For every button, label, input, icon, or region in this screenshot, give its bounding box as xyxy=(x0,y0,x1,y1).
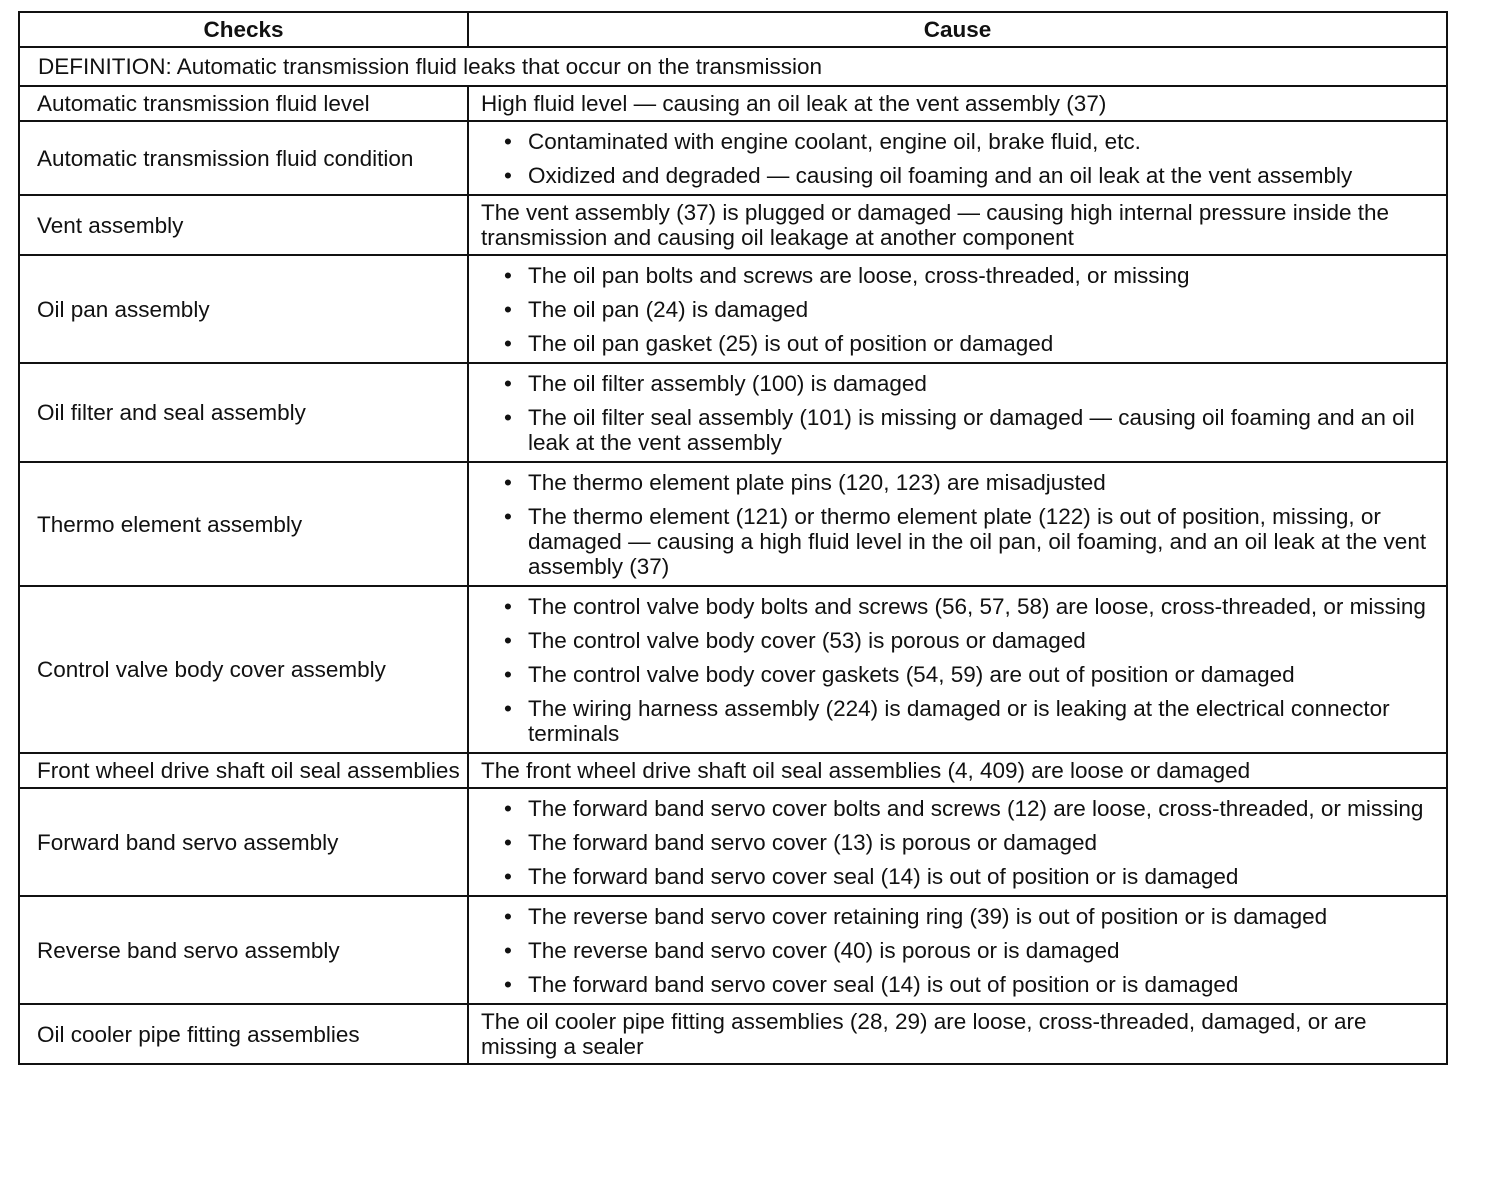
check-cell: Control valve body cover assembly xyxy=(19,586,468,753)
cause-text: The wiring harness assembly (224) is damaged or is leaking at the electrical connector terminals xyxy=(528,696,1390,746)
list-item xyxy=(481,129,1442,154)
cause-text: Oxidized and degraded — causing oil foaming and an oil leak at the vent assembly xyxy=(528,163,1353,188)
list-item xyxy=(481,297,1442,322)
table-row xyxy=(19,86,1447,121)
cause-text: The front wheel drive shaft oil seal assemblies (4, 409) are loose or damaged xyxy=(481,758,1251,783)
cause-cell xyxy=(468,788,1447,896)
check-cell: Vent assembly xyxy=(19,195,468,255)
list-item xyxy=(481,470,1442,495)
cause-text: The control valve body cover (53) is porous or damaged xyxy=(528,628,1086,653)
table-row xyxy=(19,121,1447,195)
bullet-icon: • xyxy=(504,371,512,396)
check-cell: Oil filter and seal assembly xyxy=(19,363,468,462)
bullet-icon: • xyxy=(504,263,512,288)
cause-cell xyxy=(468,753,1447,788)
check-cell: Automatic transmission fluid condition xyxy=(19,121,468,195)
header-row xyxy=(19,12,1447,47)
cause-text: The forward band servo cover bolts and screws (12) are loose, cross-threaded, or missing xyxy=(528,796,1424,821)
table-row xyxy=(19,363,1447,462)
list-item xyxy=(481,263,1442,288)
table-row xyxy=(19,1004,1447,1064)
bullet-icon: • xyxy=(504,796,512,821)
cause-cell xyxy=(468,255,1447,363)
bullet-icon: • xyxy=(504,129,512,154)
table-row xyxy=(19,788,1447,896)
cause-text: The thermo element (121) or thermo element plate (122) is out of position, missing, or damaged — causing a high fluid level in the oil pan, oil foaming, and an oil leak at the vent assembly (37) xyxy=(528,504,1427,579)
cause-list xyxy=(481,263,1442,356)
list-item xyxy=(481,594,1442,619)
definition-text: DEFINITION: Automatic transmission fluid leaks that occur on the transmission xyxy=(19,47,1447,86)
cause-text: The oil pan gasket (25) is out of position or damaged xyxy=(528,331,1054,356)
bullet-icon: • xyxy=(504,163,512,188)
cause-cell xyxy=(468,363,1447,462)
cause-list xyxy=(481,796,1442,889)
check-cell: Automatic transmission fluid level xyxy=(19,86,468,121)
cause-list xyxy=(481,129,1442,188)
table-row xyxy=(19,586,1447,753)
list-item xyxy=(481,972,1442,997)
cause-text: The forward band servo cover seal (14) is out of position or is damaged xyxy=(528,972,1239,997)
cause-text: The reverse band servo cover retaining ring (39) is out of position or is damaged xyxy=(528,904,1328,929)
cause-list xyxy=(481,594,1442,746)
check-cell: Forward band servo assembly xyxy=(19,788,468,896)
bullet-icon: • xyxy=(504,470,512,495)
cause-text: The control valve body bolts and screws (56, 57, 58) are loose, cross-threaded, or missing xyxy=(528,594,1426,619)
cause-cell xyxy=(468,896,1447,1004)
list-item xyxy=(481,938,1442,963)
bullet-icon: • xyxy=(504,830,512,855)
check-cell: Reverse band servo assembly xyxy=(19,896,468,1004)
bullet-icon: • xyxy=(504,696,512,721)
definition-row xyxy=(19,47,1447,86)
list-item xyxy=(481,696,1442,746)
cause-text: The thermo element plate pins (120, 123) are misadjusted xyxy=(528,470,1106,495)
cause-cell xyxy=(468,86,1447,121)
cause-list xyxy=(481,371,1442,455)
cause-list xyxy=(481,904,1442,997)
cause-list xyxy=(481,470,1442,579)
cause-text: The oil pan (24) is damaged xyxy=(528,297,809,322)
table-row xyxy=(19,896,1447,1004)
bullet-icon: • xyxy=(504,594,512,619)
cause-text: The reverse band servo cover (40) is porous or is damaged xyxy=(528,938,1120,963)
bullet-icon: • xyxy=(504,331,512,356)
table-row xyxy=(19,195,1447,255)
cause-text: High fluid level — causing an oil leak at the vent assembly (37) xyxy=(481,91,1107,116)
list-item xyxy=(481,796,1442,821)
table-row xyxy=(19,753,1447,788)
cause-text: The oil pan bolts and screws are loose, cross-threaded, or missing xyxy=(528,263,1190,288)
list-item xyxy=(481,331,1442,356)
bullet-icon: • xyxy=(504,864,512,889)
bullet-icon: • xyxy=(504,904,512,929)
cause-text: The oil cooler pipe fitting assemblies (28, 29) are loose, cross-threaded, damaged, or are missing a sealer xyxy=(481,1009,1367,1059)
bullet-icon: • xyxy=(504,662,512,687)
list-item xyxy=(481,904,1442,929)
bullet-icon: • xyxy=(504,405,512,430)
cause-cell xyxy=(468,586,1447,753)
list-item xyxy=(481,864,1442,889)
bullet-icon: • xyxy=(504,938,512,963)
cause-cell xyxy=(468,462,1447,586)
list-item xyxy=(481,504,1442,579)
cause-text: The forward band servo cover (13) is porous or damaged xyxy=(528,830,1098,855)
bullet-icon: • xyxy=(504,297,512,322)
cause-text: The forward band servo cover seal (14) is out of position or is damaged xyxy=(528,864,1239,889)
cause-cell xyxy=(468,121,1447,195)
check-cell: Oil pan assembly xyxy=(19,255,468,363)
check-cell: Thermo element assembly xyxy=(19,462,468,586)
list-item xyxy=(481,371,1442,396)
list-item xyxy=(481,662,1442,687)
bullet-icon: • xyxy=(504,504,512,529)
table-row xyxy=(19,462,1447,586)
bullet-icon: • xyxy=(504,628,512,653)
checks-header: Checks xyxy=(19,12,468,47)
list-item xyxy=(481,163,1442,188)
cause-cell xyxy=(468,1004,1447,1064)
cause-text: The control valve body cover gaskets (54, 59) are out of position or damaged xyxy=(528,662,1295,687)
check-cell: Oil cooler pipe fitting assemblies xyxy=(19,1004,468,1064)
bullet-icon: • xyxy=(504,972,512,997)
cause-text: Contaminated with engine coolant, engine oil, brake fluid, etc. xyxy=(528,129,1141,154)
cause-text: The oil filter seal assembly (101) is missing or damaged — causing oil foaming and an oil leak at the vent assembly xyxy=(528,405,1415,455)
table-row xyxy=(19,255,1447,363)
list-item xyxy=(481,628,1442,653)
cause-text: The oil filter assembly (100) is damaged xyxy=(528,371,927,396)
cause-text: The vent assembly (37) is plugged or damaged — causing high internal pressure inside the transmission and causing oil leakage at another component xyxy=(481,200,1390,250)
list-item xyxy=(481,830,1442,855)
check-cell: Front wheel drive shaft oil seal assemblies xyxy=(19,753,468,788)
list-item xyxy=(481,405,1442,455)
cause-header: Cause xyxy=(468,12,1447,47)
cause-cell xyxy=(468,195,1447,255)
diagnostic-table xyxy=(18,11,1448,1065)
